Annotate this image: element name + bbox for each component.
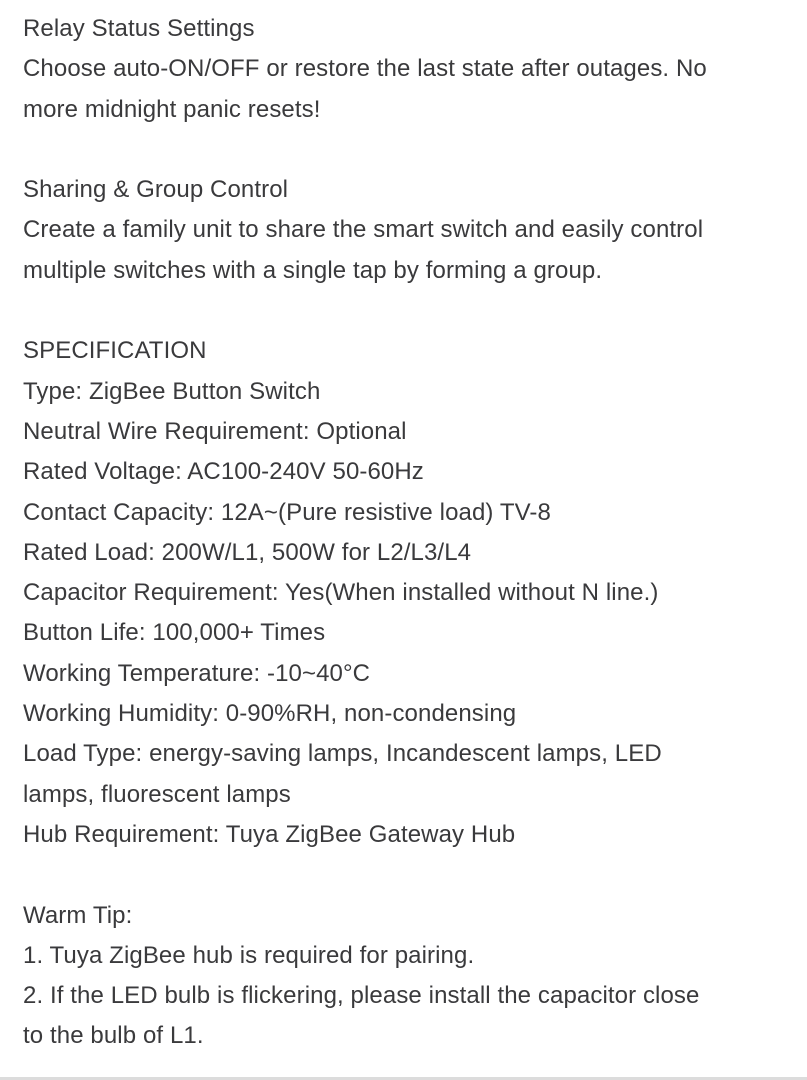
spec-item-load-type-line-1: Load Type: energy-saving lamps, Incandescent lamps, LED [23,740,662,768]
relay-status-heading: Relay Status Settings [23,15,255,42]
spec-item-working-temperature: Working Temperature: -10~40°C [23,659,371,687]
product-description [23,9,793,1057]
spec-item-type: Type: ZigBee Button Switch [23,377,321,405]
relay-status-section [23,9,793,130]
spec-item-rated-voltage: Rated Voltage: AC100-240V 50-60Hz [23,458,424,486]
spec-item-load-type-line-2: lamps, fluorescent lamps [23,780,291,808]
section-spacer [23,855,793,895]
warm-tip-item-1: 1. Tuya ZigBee hub is required for pairing. [23,941,475,969]
relay-status-description-line-1: Choose auto-ON/OFF or restore the last state after outages. No [23,55,707,83]
warm-tip-section [23,896,793,1057]
spec-item-neutral-wire: Neutral Wire Requirement: Optional [23,417,407,445]
section-spacer [23,130,793,170]
sharing-group-section [23,170,793,291]
spec-item-hub-requirement: Hub Requirement: Tuya ZigBee Gateway Hub [23,820,516,848]
spec-item-rated-load: Rated Load: 200W/L1, 500W for L2/L3/L4 [23,538,472,566]
warm-tip-item-2-line-1: 2. If the LED bulb is flickering, please install the capacitor close [23,982,700,1010]
sharing-group-description-line-1: Create a family unit to share the smart switch and easily control [23,216,704,244]
relay-status-description-line-2: more midnight panic resets! [23,95,321,123]
sharing-group-heading: Sharing & Group Control [23,176,289,204]
spec-item-capacitor: Capacitor Requirement: Yes(When installed without N line.) [23,579,659,607]
sharing-group-description-line-2: multiple switches with a single tap by forming a group. [23,256,603,284]
warm-tip-heading: Warm Tip: [23,901,133,929]
specification-section [23,331,793,855]
warm-tip-item-2-line-2: to the bulb of L1. [23,1022,204,1050]
specification-heading: SPECIFICATION [23,337,207,365]
spec-item-button-life: Button Life: 100,000+ Times [23,619,326,647]
spec-item-contact-capacity: Contact Capacity: 12A~(Pure resistive load) TV-8 [23,498,551,526]
section-spacer [23,291,793,331]
spec-item-working-humidity: Working Humidity: 0-90%RH, non-condensing [23,700,517,728]
